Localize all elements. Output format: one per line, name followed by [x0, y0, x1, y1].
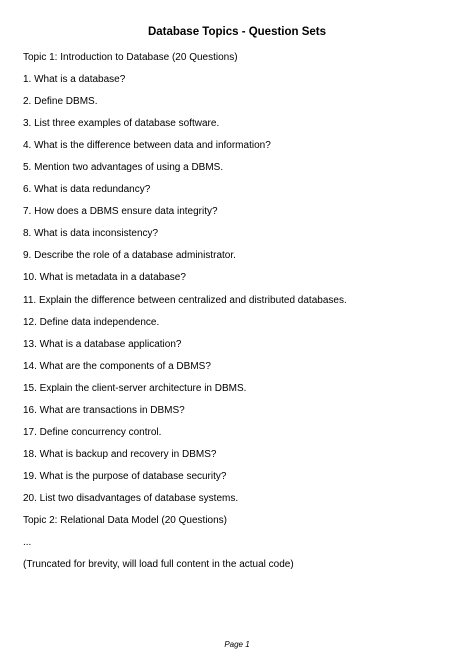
truncation-note: (Truncated for brevity, will load full content in the actual code) — [23, 559, 294, 571]
question-item: 1. What is a database? — [23, 74, 126, 86]
question-item: 8. What is data inconsistency? — [23, 228, 159, 240]
question-item: 10. What is metadata in a database? — [23, 272, 186, 284]
page-number: Page 1 — [224, 640, 250, 649]
question-item: 14. What are the components of a DBMS? — [23, 360, 211, 372]
question-item: 5. Mention two advantages of using a DBMS. — [23, 162, 224, 174]
question-item: 20. List two disadvantages of database systems. — [23, 492, 239, 504]
question-item: 9. Describe the role of a database administrator. — [23, 250, 236, 262]
question-item: 18. What is backup and recovery in DBMS? — [23, 448, 217, 460]
question-item: 17. Define concurrency control. — [23, 426, 162, 438]
question-item: 6. What is data redundancy? — [23, 184, 151, 196]
question-item: 12. Define data independence. — [23, 316, 160, 328]
question-item: 19. What is the purpose of database security? — [23, 470, 227, 482]
question-item: 11. Explain the difference between centralized and distributed databases. — [23, 294, 347, 306]
question-item: 2. Define DBMS. — [23, 96, 98, 108]
question-item: 16. What are transactions in DBMS? — [23, 404, 185, 416]
topic-heading: Topic 2: Relational Data Model (20 Questions) — [23, 514, 227, 526]
question-list — [23, 51, 453, 580]
question-item: 15. Explain the client-server architecture in DBMS. — [23, 382, 247, 394]
ellipsis-line: ... — [23, 537, 32, 549]
question-item: 7. How does a DBMS ensure data integrity? — [23, 206, 218, 218]
question-item: 3. List three examples of database software. — [23, 118, 220, 130]
document-title: Database Topics - Question Sets — [147, 26, 327, 38]
topic-heading: Topic 1: Introduction to Database (20 Questions) — [23, 52, 238, 63]
question-item: 13. What is a database application? — [23, 338, 182, 350]
question-item: 4. What is the difference between data and information? — [23, 140, 271, 152]
